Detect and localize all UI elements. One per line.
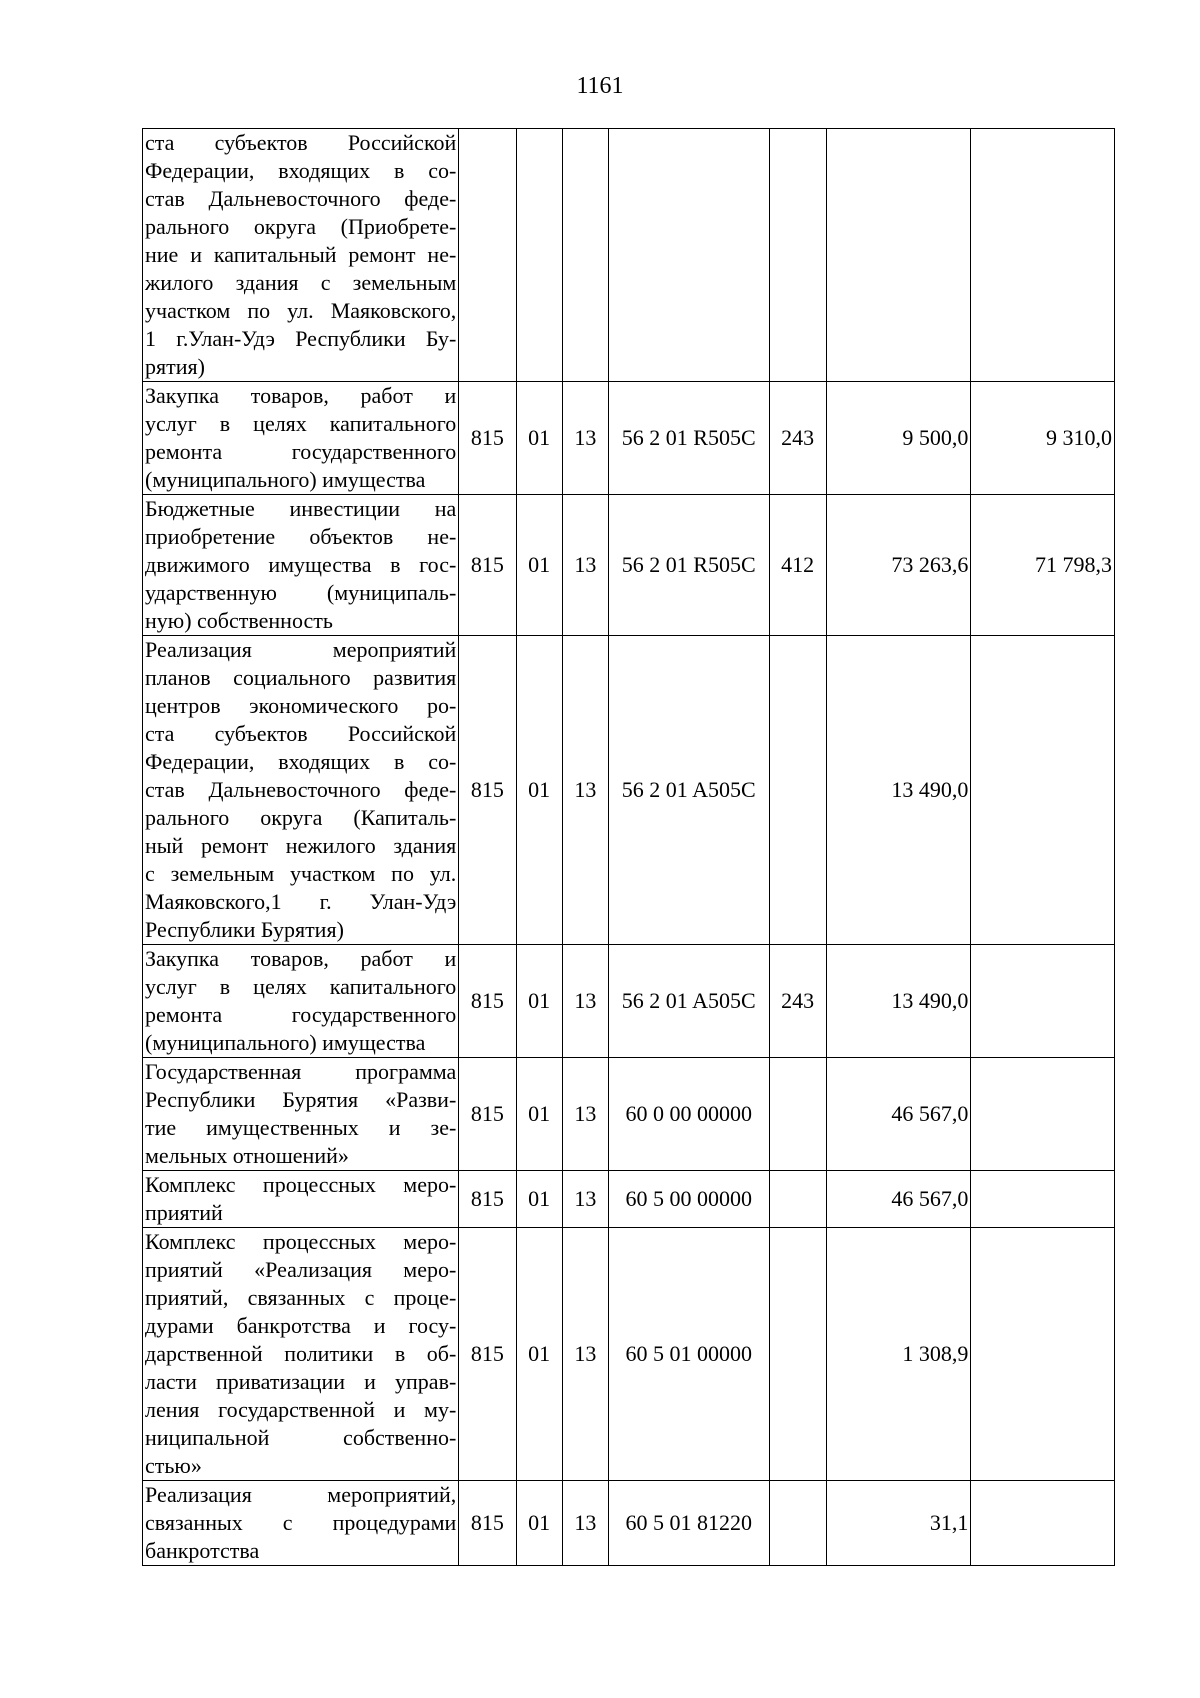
description-line: приятий «Реализация меро- bbox=[145, 1257, 457, 1282]
description-line: банкротства bbox=[145, 1538, 260, 1563]
description-line: дарственной политики в об- bbox=[145, 1341, 457, 1366]
cell-subsection: 13 bbox=[562, 1481, 608, 1566]
description-line: жилого здания с земельным bbox=[145, 270, 457, 295]
cell-subsection: 13 bbox=[562, 1228, 608, 1481]
cell-description bbox=[143, 1171, 459, 1228]
cell-description bbox=[143, 129, 459, 382]
description-line: Закупка товаров, работ и bbox=[145, 946, 457, 971]
description-line: участком по ул. Маяковского, bbox=[145, 298, 457, 323]
cell-amount-1 bbox=[826, 129, 971, 382]
table-row bbox=[143, 382, 1115, 495]
description-line: приятий bbox=[145, 1200, 223, 1225]
cell-expense-type bbox=[769, 1481, 826, 1566]
description-line: ремонта государственного bbox=[145, 439, 457, 464]
description-line: Республики Бурятия «Разви- bbox=[145, 1087, 457, 1112]
cell-grbs: 815 bbox=[459, 636, 516, 945]
description-line: ние и капитальный ремонт не- bbox=[145, 242, 457, 267]
cell-amount-2 bbox=[971, 1058, 1115, 1171]
description-line: ста субъектов Российской bbox=[145, 721, 457, 746]
cell-target-article: 60 5 00 00000 bbox=[608, 1171, 769, 1228]
cell-expense-type bbox=[769, 636, 826, 945]
description-line: связанных с процедурами bbox=[145, 1510, 457, 1535]
description-line: приобретение объектов не- bbox=[145, 524, 457, 549]
description-line: став Дальневосточного феде- bbox=[145, 777, 457, 802]
cell-amount-2 bbox=[971, 1228, 1115, 1481]
cell-target-article: 56 2 01 A505C bbox=[608, 945, 769, 1058]
cell-amount-1: 13 490,0 bbox=[826, 636, 971, 945]
cell-target-article: 60 0 00 00000 bbox=[608, 1058, 769, 1171]
cell-amount-2 bbox=[971, 945, 1115, 1058]
table-row bbox=[143, 1228, 1115, 1481]
cell-amount-1: 9 500,0 bbox=[826, 382, 971, 495]
cell-description bbox=[143, 1228, 459, 1481]
cell-subsection: 13 bbox=[562, 495, 608, 636]
cell-description bbox=[143, 382, 459, 495]
cell-subsection: 13 bbox=[562, 1058, 608, 1171]
cell-subsection: 13 bbox=[562, 636, 608, 945]
cell-expense-type: 243 bbox=[769, 382, 826, 495]
description-line: ударственную (муниципаль- bbox=[145, 580, 457, 605]
description-line: Федерации, входящих в со- bbox=[145, 158, 457, 183]
description-line: Комплекс процессных меро- bbox=[145, 1172, 457, 1197]
description-line: Федерации, входящих в со- bbox=[145, 749, 457, 774]
description-line: Республики Бурятия) bbox=[145, 917, 344, 942]
cell-amount-2: 71 798,3 bbox=[971, 495, 1115, 636]
cell-description bbox=[143, 636, 459, 945]
description-line: (муниципального) имущества bbox=[145, 1030, 426, 1055]
cell-section: 01 bbox=[516, 382, 562, 495]
cell-amount-1: 1 308,9 bbox=[826, 1228, 971, 1481]
cell-description bbox=[143, 945, 459, 1058]
cell-target-article: 60 5 01 81220 bbox=[608, 1481, 769, 1566]
description-line: 1 г.Улан-Удэ Республики Бу- bbox=[145, 326, 457, 351]
cell-grbs: 815 bbox=[459, 1171, 516, 1228]
description-line: Комплекс процессных меро- bbox=[145, 1229, 457, 1254]
table-body bbox=[143, 129, 1115, 1566]
cell-grbs bbox=[459, 129, 516, 382]
description-line: дурами банкротства и госу- bbox=[145, 1313, 457, 1338]
cell-amount-1: 73 263,6 bbox=[826, 495, 971, 636]
cell-expense-type bbox=[769, 129, 826, 382]
cell-grbs: 815 bbox=[459, 945, 516, 1058]
description-line: рального округа (Приобрете- bbox=[145, 214, 457, 239]
cell-section bbox=[516, 129, 562, 382]
cell-section: 01 bbox=[516, 1481, 562, 1566]
cell-expense-type bbox=[769, 1228, 826, 1481]
table-row bbox=[143, 945, 1115, 1058]
cell-expense-type: 412 bbox=[769, 495, 826, 636]
description-line: тие имущественных и зе- bbox=[145, 1115, 457, 1140]
description-line: ниципальной собственно- bbox=[145, 1425, 457, 1450]
cell-description bbox=[143, 1481, 459, 1566]
cell-expense-type bbox=[769, 1058, 826, 1171]
description-line: планов социального развития bbox=[145, 665, 457, 690]
description-line: мельных отношений» bbox=[145, 1143, 349, 1168]
description-line: Реализация мероприятий bbox=[145, 637, 457, 662]
cell-section: 01 bbox=[516, 636, 562, 945]
description-line: приятий, связанных с проце- bbox=[145, 1285, 457, 1310]
description-line: ста субъектов Российской bbox=[145, 130, 457, 155]
cell-amount-2: 9 310,0 bbox=[971, 382, 1115, 495]
description-line: услуг в целях капитального bbox=[145, 411, 457, 436]
cell-target-article: 56 2 01 R505C bbox=[608, 382, 769, 495]
cell-amount-2 bbox=[971, 1171, 1115, 1228]
cell-section: 01 bbox=[516, 495, 562, 636]
description-line: Государственная программа bbox=[145, 1059, 457, 1084]
description-line: рятия) bbox=[145, 354, 205, 379]
description-line: с земельным участком по ул. bbox=[145, 861, 457, 886]
cell-amount-1: 13 490,0 bbox=[826, 945, 971, 1058]
cell-subsection bbox=[562, 129, 608, 382]
cell-target-article bbox=[608, 129, 769, 382]
cell-amount-1: 46 567,0 bbox=[826, 1058, 971, 1171]
cell-target-article: 56 2 01 A505C bbox=[608, 636, 769, 945]
description-line: ласти приватизации и управ- bbox=[145, 1369, 457, 1394]
cell-subsection: 13 bbox=[562, 945, 608, 1058]
cell-section: 01 bbox=[516, 1058, 562, 1171]
description-line: стью» bbox=[145, 1453, 202, 1478]
page-number: 1161 bbox=[576, 73, 624, 99]
cell-expense-type: 243 bbox=[769, 945, 826, 1058]
description-line: (муниципального) имущества bbox=[145, 467, 426, 492]
description-line: центров экономического ро- bbox=[145, 693, 457, 718]
table-row bbox=[143, 1171, 1115, 1228]
description-line: ный ремонт нежилого здания bbox=[145, 833, 457, 858]
budget-table bbox=[142, 128, 1115, 1566]
description-line: Маяковского,1 г. Улан-Удэ bbox=[145, 889, 457, 914]
table-row bbox=[143, 636, 1115, 945]
description-line: движимого имущества в гос- bbox=[145, 552, 457, 577]
cell-section: 01 bbox=[516, 945, 562, 1058]
cell-section: 01 bbox=[516, 1228, 562, 1481]
cell-grbs: 815 bbox=[459, 1058, 516, 1171]
cell-description bbox=[143, 495, 459, 636]
table-row bbox=[143, 1058, 1115, 1171]
cell-grbs: 815 bbox=[459, 382, 516, 495]
cell-amount-1: 31,1 bbox=[826, 1481, 971, 1566]
cell-amount-2 bbox=[971, 129, 1115, 382]
description-line: рального округа (Капиталь- bbox=[145, 805, 457, 830]
cell-target-article: 56 2 01 R505C bbox=[608, 495, 769, 636]
description-line: услуг в целях капитального bbox=[145, 974, 457, 999]
cell-target-article: 60 5 01 00000 bbox=[608, 1228, 769, 1481]
description-line: Закупка товаров, работ и bbox=[145, 383, 457, 408]
description-line: Бюджетные инвестиции на bbox=[145, 496, 457, 521]
cell-grbs: 815 bbox=[459, 495, 516, 636]
cell-expense-type bbox=[769, 1171, 826, 1228]
description-line: ления государственной и му- bbox=[145, 1397, 457, 1422]
cell-description bbox=[143, 1058, 459, 1171]
cell-amount-2 bbox=[971, 636, 1115, 945]
cell-amount-2 bbox=[971, 1481, 1115, 1566]
description-line: ную) собственность bbox=[145, 608, 333, 633]
table-row bbox=[143, 495, 1115, 636]
cell-grbs: 815 bbox=[459, 1481, 516, 1566]
table-row bbox=[143, 129, 1115, 382]
cell-grbs: 815 bbox=[459, 1228, 516, 1481]
cell-subsection: 13 bbox=[562, 382, 608, 495]
description-line: став Дальневосточного феде- bbox=[145, 186, 457, 211]
description-line: ремонта государственного bbox=[145, 1002, 457, 1027]
table-row bbox=[143, 1481, 1115, 1566]
cell-amount-1: 46 567,0 bbox=[826, 1171, 971, 1228]
description-line: Реализация мероприятий, bbox=[145, 1482, 457, 1507]
cell-subsection: 13 bbox=[562, 1171, 608, 1228]
cell-section: 01 bbox=[516, 1171, 562, 1228]
